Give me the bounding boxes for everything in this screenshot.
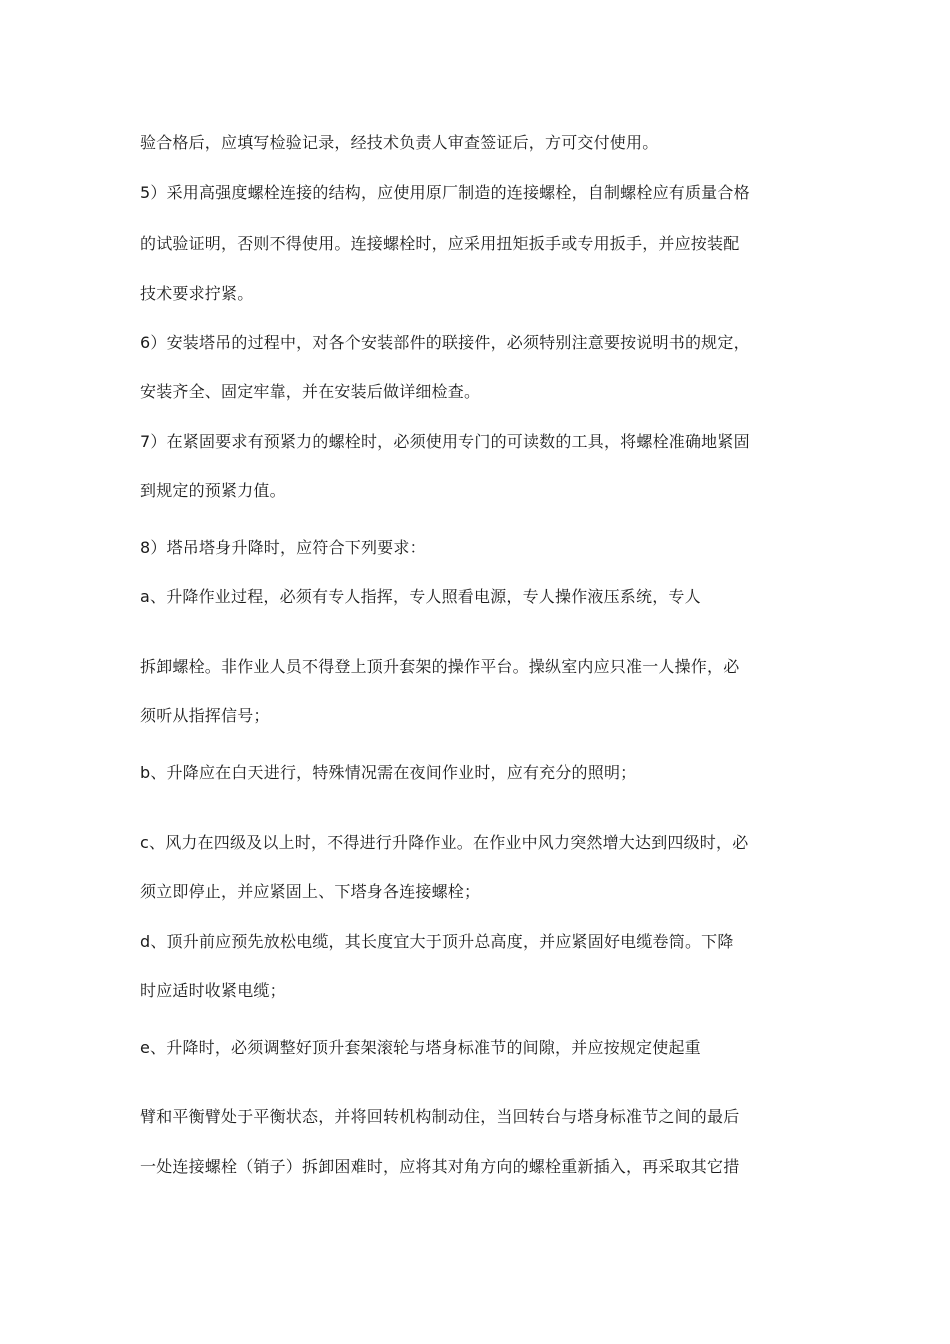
text-line: 8）塔吊塔身升降时，应符合下列要求： — [140, 538, 426, 557]
text-line: d、顶升前应预先放松电缆，其长度宜大于顶升总高度，并应紧固好电缆卷筒。下降 — [140, 932, 734, 951]
text-line: 验合格后，应填写检验记录，经技术负责人审查签证后，方可交付使用。 — [140, 133, 659, 152]
text-line: 一处连接螺栓（销子）拆卸困难时，应将其对角方向的螺栓重新插入，再采取其它措 — [140, 1157, 740, 1176]
text-line: 6）安装塔吊的过程中，对各个安装部件的联接件，必须特别注意要按说明书的规定， — [140, 333, 750, 352]
text-line: 的试验证明，否则不得使用。连接螺栓时，应采用扭矩扳手或专用扳手，并应按装配 — [140, 234, 740, 253]
text-line: b、升降应在白天进行，特殊情况需在夜间作业时，应有充分的照明； — [140, 763, 637, 782]
text-line: 须立即停止，并应紧固上、下塔身各连接螺栓； — [140, 882, 481, 901]
text-line: 到规定的预紧力值。 — [140, 481, 286, 500]
text-line: 技术要求拧紧。 — [140, 284, 254, 303]
text-line: 臂和平衡臂处于平衡状态，并将回转机构制动住，当回转台与塔身标准节之间的最后 — [140, 1107, 740, 1126]
text-line: 须听从指挥信号； — [140, 706, 270, 725]
text-line: 时应适时收紧电缆； — [140, 981, 286, 1000]
text-line: c、风力在四级及以上时，不得进行升降作业。在作业中风力突然增大达到四级时，必 — [140, 833, 749, 852]
text-line: 拆卸螺栓。非作业人员不得登上顶升套架的操作平台。操纵室内应只准一人操作，必 — [140, 657, 740, 676]
text-line: 安装齐全、固定牢靠，并在安装后做详细检查。 — [140, 382, 481, 401]
text-line: 5）采用高强度螺栓连接的结构，应使用原厂制造的连接螺栓，自制螺栓应有质量合格 — [140, 183, 750, 202]
text-line: 7）在紧固要求有预紧力的螺栓时，必须使用专门的可读数的工具，将螺栓准确地紧固 — [140, 432, 750, 451]
text-line: a、升降作业过程，必须有专人指挥，专人照看电源，专人操作液压系统，专人 — [140, 587, 701, 606]
text-line: e、升降时，必须调整好顶升套架滚轮与塔身标准节的间隙，并应按规定使起重 — [140, 1038, 701, 1057]
